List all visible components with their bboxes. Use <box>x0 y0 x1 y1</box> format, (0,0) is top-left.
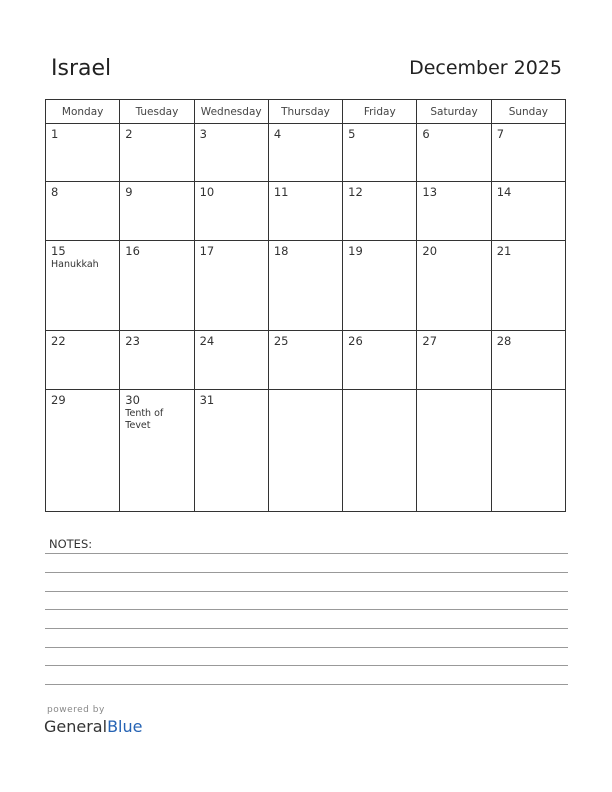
day-cell <box>194 124 268 182</box>
day-number: 7 <box>496 127 505 141</box>
day-number: 3 <box>199 127 207 141</box>
day-number: 10 <box>199 185 215 200</box>
day-number: 4 <box>273 127 282 141</box>
day-cell <box>417 389 491 511</box>
day-cell <box>194 331 268 389</box>
day-cell <box>120 124 194 182</box>
week-row <box>46 389 566 511</box>
day-number: 16 <box>125 243 140 258</box>
day-cell <box>46 331 120 389</box>
weekday-header-row <box>46 100 566 124</box>
day-cell <box>491 240 565 330</box>
day-cell <box>268 331 342 389</box>
day-cell <box>343 124 417 182</box>
powered-by-text: powered by <box>47 705 105 715</box>
notes-line <box>45 572 568 573</box>
calendar-month-title: December 2025 <box>409 57 562 79</box>
day-number: 29 <box>51 392 66 407</box>
day-cell <box>343 389 417 511</box>
day-number: 6 <box>422 127 430 141</box>
day-cell <box>417 331 491 389</box>
weekday-header: Friday <box>343 100 417 124</box>
weekday-header: Thursday <box>268 100 342 124</box>
day-cell <box>194 182 268 240</box>
calendar-country-title: Israel <box>51 56 112 81</box>
day-cell <box>46 124 120 182</box>
day-number: 20 <box>422 243 438 258</box>
day-number: 23 <box>125 334 140 349</box>
holiday-label: Hanukkah <box>51 258 99 270</box>
day-cell <box>491 389 565 511</box>
logo-general-text: General <box>44 717 108 736</box>
day-cell <box>120 331 194 389</box>
day-number: 13 <box>422 185 438 200</box>
holiday-label: Tenth of Tevet <box>125 407 164 431</box>
day-cell <box>46 182 120 240</box>
notes-line <box>45 684 568 685</box>
day-number: 21 <box>496 243 512 258</box>
day-number: 12 <box>348 185 363 200</box>
day-number: 2 <box>125 127 133 141</box>
day-cell <box>268 240 342 330</box>
day-cell <box>417 240 491 330</box>
day-cell <box>120 240 194 330</box>
day-cell <box>343 331 417 389</box>
day-cell <box>491 182 565 240</box>
day-cell <box>120 389 194 511</box>
notes-line <box>45 609 568 610</box>
day-cell <box>343 182 417 240</box>
weekday-header: Wednesday <box>194 100 268 124</box>
day-cell <box>417 124 491 182</box>
day-number: 25 <box>273 334 289 349</box>
day-cell <box>268 389 342 511</box>
day-number: 22 <box>51 334 66 349</box>
day-number: 8 <box>51 185 59 200</box>
day-number: 18 <box>273 243 289 258</box>
day-number: 1 <box>51 127 59 141</box>
day-number: 30 <box>125 392 140 407</box>
week-row <box>46 124 566 182</box>
weekday-header: Monday <box>46 100 120 124</box>
day-cell <box>343 240 417 330</box>
week-row <box>46 331 566 389</box>
day-number: 11 <box>273 185 289 200</box>
day-number: 26 <box>348 334 363 349</box>
notes-line <box>45 553 568 554</box>
week-row <box>46 182 566 240</box>
day-number: 9 <box>125 185 133 200</box>
day-cell <box>491 124 565 182</box>
day-cell <box>46 389 120 511</box>
day-number: 5 <box>348 127 356 141</box>
weekday-header: Tuesday <box>120 100 194 124</box>
calendar-grid <box>45 99 566 512</box>
day-number: 31 <box>199 392 215 407</box>
day-number: 19 <box>348 243 363 258</box>
logo-blue-text: Blue <box>107 717 143 736</box>
generalblue-logo <box>44 717 142 736</box>
notes-line <box>45 665 568 666</box>
day-cell <box>491 331 565 389</box>
notes-line <box>45 647 568 648</box>
day-number: 14 <box>496 185 512 200</box>
day-number: 28 <box>496 334 512 349</box>
weekday-header: Saturday <box>417 100 491 124</box>
day-cell <box>194 240 268 330</box>
day-cell <box>417 182 491 240</box>
day-number: 17 <box>199 243 215 258</box>
day-number: 27 <box>422 334 438 349</box>
notes-label: NOTES: <box>49 537 93 551</box>
week-row <box>46 240 566 330</box>
notes-line <box>45 628 568 629</box>
day-number: 15 <box>51 243 66 258</box>
weekday-header: Sunday <box>491 100 565 124</box>
day-cell <box>268 182 342 240</box>
notes-line <box>45 591 568 592</box>
day-cell <box>120 182 194 240</box>
day-cell <box>46 240 120 330</box>
day-number: 24 <box>199 334 215 349</box>
day-cell <box>194 389 268 511</box>
day-cell <box>268 124 342 182</box>
